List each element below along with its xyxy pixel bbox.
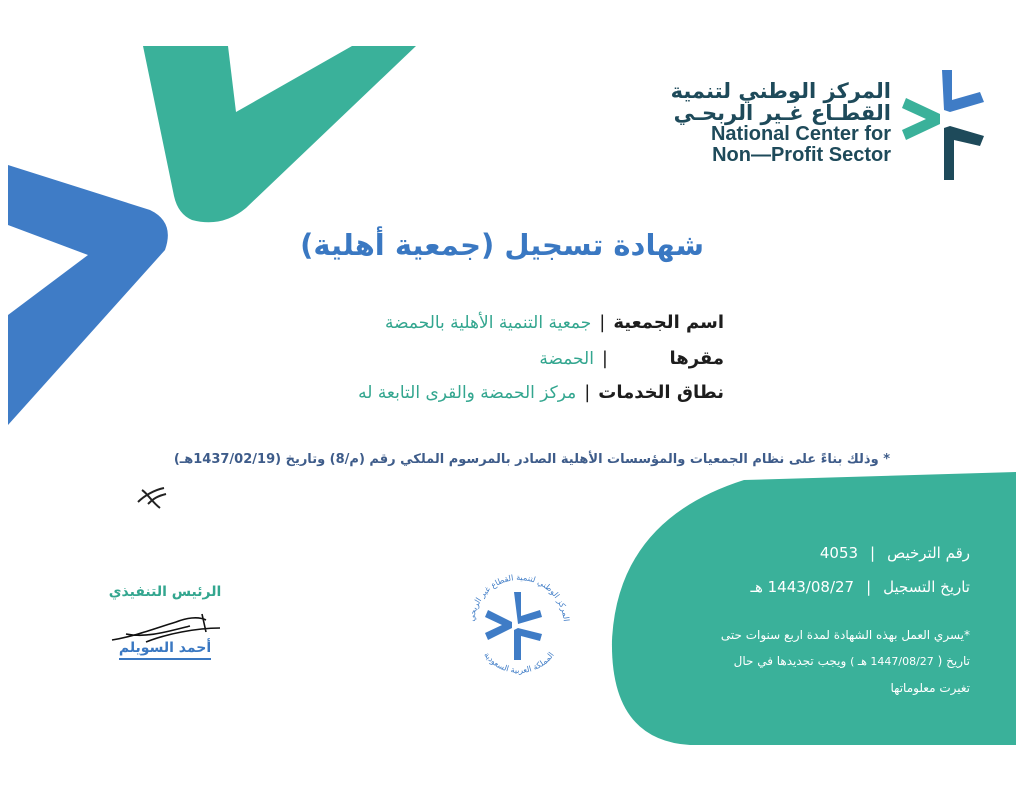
field-label: نطاق الخدمات	[598, 382, 724, 403]
license-number-value: 4053	[819, 544, 859, 562]
license-number-label: رقم الترخيص	[887, 544, 970, 562]
registration-date-label: تاريخ التسجيل	[883, 578, 970, 596]
teal-panel-shape	[612, 472, 1016, 745]
field-value: الحمضة	[539, 348, 594, 369]
validity-note-line-2	[670, 648, 970, 675]
field-row-association-name	[385, 312, 724, 333]
validity-note-line-1: *يسري العمل بهذه الشهادة لمدة اربع سنوات حتى	[720, 628, 970, 642]
validity-note-prefix: تاريخ (	[937, 654, 970, 668]
validity-expiry-date: 1447/08/27 هـ )	[850, 655, 934, 668]
executive-title: الرئيس التنفيذي	[108, 584, 222, 600]
license-number-row	[650, 544, 970, 562]
field-label: اسم الجمعية	[613, 312, 724, 333]
seal-star-icon	[485, 592, 542, 660]
certificate-title: شهادة تسجيل (جمعية أهلية)	[300, 228, 704, 262]
legal-basis-text: * وذلك بناءً على نظام الجمعيات والمؤسسات الأهلية الصادر بالمرسوم الملكي رقم (م/8) وتاريخ (1437/02/19هـ)	[173, 452, 890, 467]
ncnp-logo-text	[671, 80, 891, 166]
registration-date-row	[650, 578, 970, 596]
initial-signature-icon	[134, 482, 170, 512]
validity-note	[670, 622, 970, 701]
seal-bottom-text: المملكة العربية السعودية	[482, 650, 556, 676]
field-row-headquarters	[539, 348, 724, 369]
field-label: مقرها	[669, 348, 724, 369]
logo-english-line-1: National Center for	[710, 123, 891, 146]
field-separator: |	[584, 382, 591, 403]
ncnp-star-icon	[900, 70, 990, 185]
registration-date-value: 1443/08/27 هـ	[750, 578, 855, 596]
field-row-service-scope	[358, 382, 724, 403]
executive-signature-block	[100, 584, 230, 660]
executive-signature-icon	[106, 608, 226, 648]
field-value: جمعية التنمية الأهلية بالحمضة	[385, 312, 592, 333]
executive-name: أحمد السويلم	[119, 640, 211, 660]
logo-arabic-line-1: المركز الوطني لتنمية	[670, 79, 891, 103]
field-separator: |	[599, 312, 606, 333]
blue-chevron-shape	[8, 165, 168, 425]
teal-chevron-shape	[143, 46, 416, 222]
field-separator: |	[601, 348, 608, 369]
field-value: مركز الحمضة والقرى التابعة له	[358, 382, 577, 403]
logo-english-line-2: Non—Profit Sector	[712, 144, 891, 167]
info-separator: |	[866, 578, 872, 596]
seal-top-text: المركز الوطني لتنمية القطاع غير الربحي	[467, 572, 571, 622]
ncnp-official-seal	[454, 560, 584, 690]
info-separator: |	[870, 544, 876, 562]
logo-arabic-line-2: القطـاع غـير الربحـي	[673, 101, 891, 126]
validity-note-line-3: تغيرت معلوماتها	[890, 681, 970, 695]
validity-note-suffix: ويجب تجديدها في حال	[733, 654, 847, 668]
